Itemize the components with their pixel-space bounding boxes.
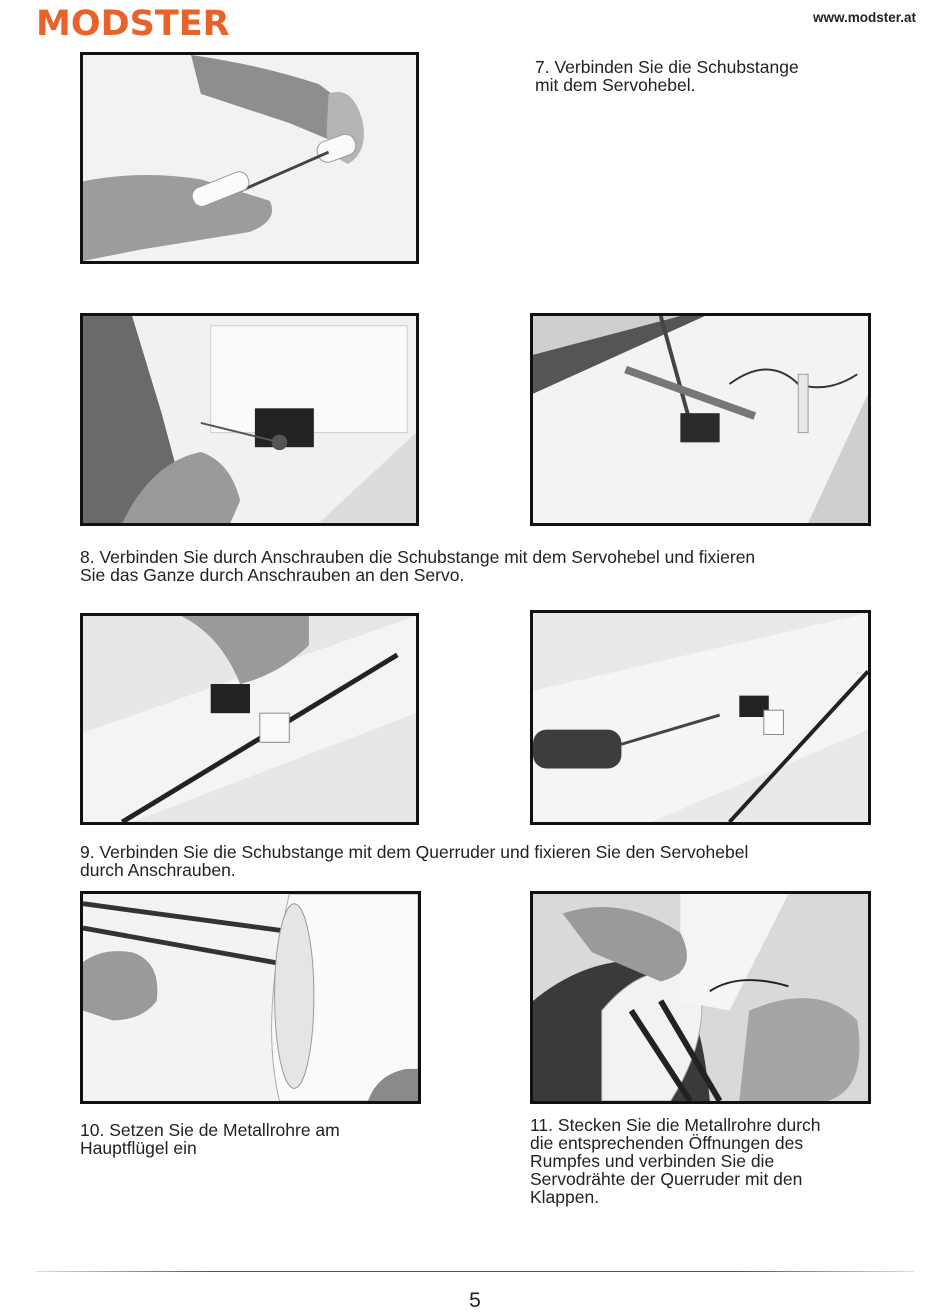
website-url: www.modster.at: [812, 10, 916, 25]
step9-caption: 9. Verbinden Sie die Schubstange mit dem Querruder und fixieren Sie den Servohebel durch Anschrauben.: [80, 842, 749, 880]
step11-caption: 11. Stecken Sie die Metallrohre durch die entsprechenden Öffnungen des Rumpfes und verbinden Sie die Servodrähte der Querruder mit den Klappen.: [530, 1115, 821, 1207]
photo-step8-servo-underside: [80, 313, 419, 526]
step7-caption: 7. Verbinden Sie die Schubstange mit dem Servohebel.: [535, 57, 799, 95]
photo-step8-servo-screwdriver: [530, 313, 871, 526]
photo-step11-fuselage-servo-wires: [530, 891, 871, 1104]
step10-caption: 10. Setzen Sie de Metallrohre am Hauptflügel ein: [80, 1120, 340, 1158]
photo-step10-metal-tubes-wing: [80, 891, 421, 1104]
brand-logo: MODSTER: [36, 4, 230, 44]
photo-step7-pushrod-servo-arm: [80, 52, 419, 264]
photo-step9-screwdriver-servo-arm: [530, 610, 871, 825]
page-number: 5: [469, 1289, 481, 1312]
photo-step9-aileron-linkage: [80, 613, 419, 825]
footer-divider: [36, 1271, 914, 1272]
step8-caption: 8. Verbinden Sie durch Anschrauben die Schubstange mit dem Servohebel und fixieren Sie das Ganze durch Anschrauben an den Servo.: [80, 547, 756, 585]
